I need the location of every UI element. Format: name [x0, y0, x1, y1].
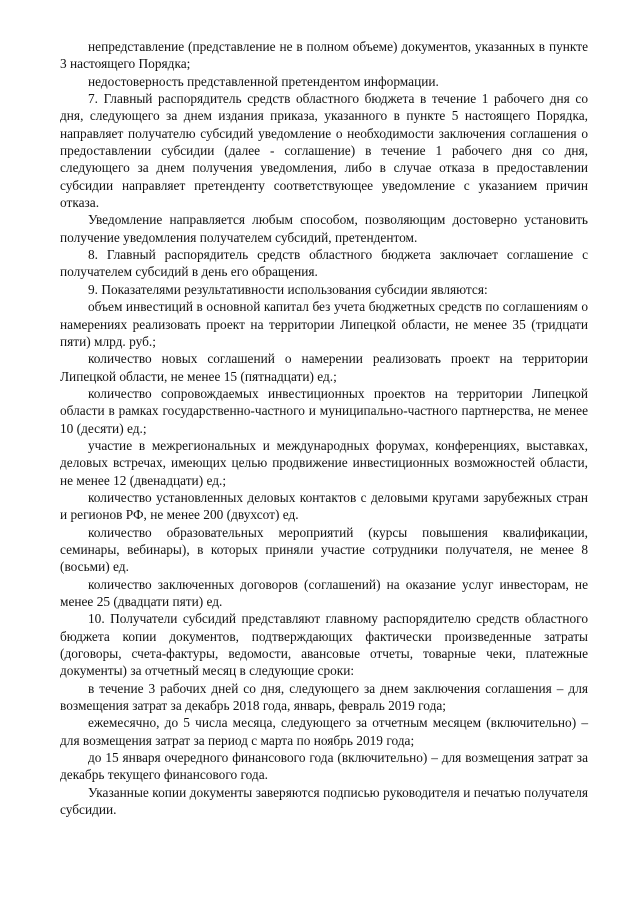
paragraph-notification-method: Уведомление направляется любым способом, позволяющим достоверно установить получение уведомления получателем субсидий, претендентом.: [60, 212, 588, 245]
indicator-investment-volume: объем инвестиций в основной капитал без учета бюджетных средств по соглашениям о намерениях реализовать проект на территории Липецкой области, не менее 35 (тридцати пяти) млрд. руб.;: [60, 299, 588, 349]
deadline-initial: в течение 3 рабочих дней со дня, следующего за днем заключения соглашения – для возмещения затрат за декабрь 2018 года, январь, февраль 2019 года;: [60, 680, 588, 714]
paragraph-item-10: 10. Получатели субсидий представляют главному распорядителю средств областного бюджета копии документов, подтверждающих фактически произведенные затраты (договоры, счета-фактуры, ведомости, авансовые отчеты, товарные чеки, платежные документы) за отчетный месяц в следующие сроки:: [60, 611, 588, 679]
indicator-educational-events: количество образовательных мероприятий (курсы повышения квалификации, семинары, вебинары), в которых приняли участие сотрудники получателя, не менее 8 (восьми) ед.: [60, 524, 588, 575]
deadline-year-end: до 15 января очередного финансового года (включительно) – для возмещения затрат за декабрь текущего финансового года.: [60, 750, 588, 783]
paragraph-item-7: 7. Главный распорядитель средств областного бюджета в течение 1 рабочего дня со дня, следующего за днем издания приказа, указанного в пункте 5 настоящего Порядка, направляет получателю субсидий уведомление о необходимости заключения соглашения о предоставлении субсидии (далее - соглашение) в течение 1 рабочего дня со дня, следующего за днем получения уведомления, либо в случае отказа в предоставлении субсидии направляет претенденту соответствующее уведомление с указанием причин отказа.: [60, 91, 588, 211]
indicator-new-agreements: количество новых соглашений о намерении реализовать проект на территории Липецкой области, не менее 15 (пятнадцати) ед.;: [60, 351, 588, 384]
paragraph-item-8: 8. Главный распорядитель средств областного бюджета заключает соглашение с получателем субсидий в день его обращения.: [60, 247, 588, 280]
paragraph-nonsubmission: непредставление (представление не в полном объеме) документов, указанных в пункте 3 настоящего Порядка;: [60, 39, 588, 72]
indicator-service-contracts: количество заключенных договоров (соглашений) на оказание услуг инвесторам, не менее 25 (двадцати пяти) ед.: [60, 576, 588, 609]
paragraph-unreliable-info: недостоверность представленной претендентом информации.: [88, 73, 439, 89]
indicator-forum-participation: участие в межрегиональных и международных форумах, конференциях, выставках, деловых встречах, имеющих целью продвижение инвестиционных возможностей области, не менее 12 (двенадцати) ед.;: [60, 437, 588, 488]
deadline-monthly: ежемесячно, до 5 числа месяца, следующего за отчетным месяцем (включительно) – для возмещения затрат за период с марта по ноябрь 2019 года;: [60, 715, 588, 748]
indicator-business-contacts: количество установленных деловых контактов с деловыми кругами зарубежных стран и регионов РФ, не менее 200 (двухсот) ед.: [60, 489, 588, 523]
paragraph-certification: Указанные копии документы заверяются подписью руководителя и печатью получателя субсидии.: [60, 784, 588, 818]
paragraph-item-9: 9. Показателями результативности использования субсидии являются:: [88, 281, 488, 297]
indicator-ppp-projects: количество сопровождаемых инвестиционных проектов на территории Липецкой области в рамках государственно-частного и муниципально-частного партнерства, не менее 10 (десяти) ед.;: [60, 385, 588, 436]
